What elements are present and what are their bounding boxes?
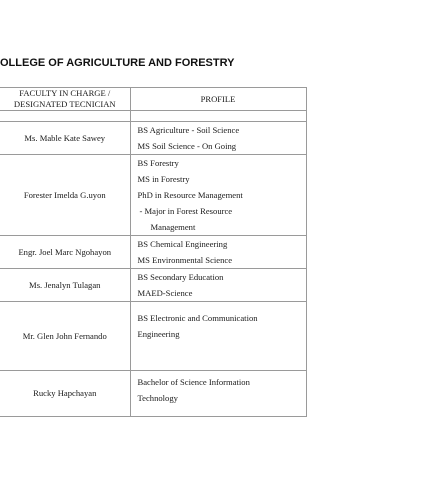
table-row	[0, 155, 306, 236]
header-faculty-line1: FACULTY IN CHARGE /	[19, 88, 111, 98]
faculty-name: Mr. Glen John Fernando	[0, 302, 130, 371]
profile-line: MS Soil Science - On Going	[137, 141, 237, 152]
table-row	[0, 236, 306, 269]
faculty-profile	[130, 371, 306, 417]
faculty-profile	[130, 122, 306, 155]
faculty-name: Ms. Jenalyn Tulagan	[0, 269, 130, 302]
page-title: OLLEGE OF AGRICULTURE AND FORESTRY	[0, 57, 235, 69]
table-row	[0, 122, 306, 155]
profile-line: Bachelor of Science Information	[137, 377, 250, 388]
profile-line: MS Environmental Science	[137, 255, 233, 266]
table-header-row	[0, 88, 306, 111]
header-faculty-line2: DESIGNATED TECNICIAN	[13, 99, 116, 110]
faculty-profile	[130, 155, 306, 236]
profile-line: BS Electronic and Communication	[137, 313, 258, 324]
profile-line: MS in Forestry	[137, 174, 190, 185]
header-profile: PROFILE	[130, 88, 306, 111]
table-row	[0, 269, 306, 302]
header-faculty	[0, 88, 130, 111]
profile-line: MAED-Science	[137, 288, 193, 299]
faculty-name: Ms. Mable Kate Sawey	[0, 122, 130, 155]
profile-line: PhD in Resource Management	[137, 190, 243, 201]
faculty-name: Forester Imelda G.uyon	[0, 155, 130, 236]
faculty-name: Rucky Hapchayan	[0, 371, 130, 417]
faculty-name: Engr. Joel Marc Ngohayon	[0, 236, 130, 269]
profile-line: Technology	[137, 393, 178, 404]
profile-line: BS Secondary Education	[137, 272, 224, 283]
faculty-profile	[130, 302, 306, 371]
faculty-profile	[130, 269, 306, 302]
profile-line: BS Forestry	[137, 158, 179, 169]
table-row	[0, 302, 306, 371]
profile-line: - Major in Forest Resource	[139, 206, 233, 217]
faculty-profile	[130, 236, 306, 269]
table-row	[0, 371, 306, 417]
spacer-row	[0, 111, 306, 122]
faculty-table	[0, 87, 307, 417]
profile-line: BS Chemical Engineering	[137, 239, 228, 250]
profile-line: BS Agriculture - Soil Science	[137, 125, 240, 136]
profile-line: Engineering	[137, 329, 180, 340]
profile-line: Management	[150, 222, 196, 233]
